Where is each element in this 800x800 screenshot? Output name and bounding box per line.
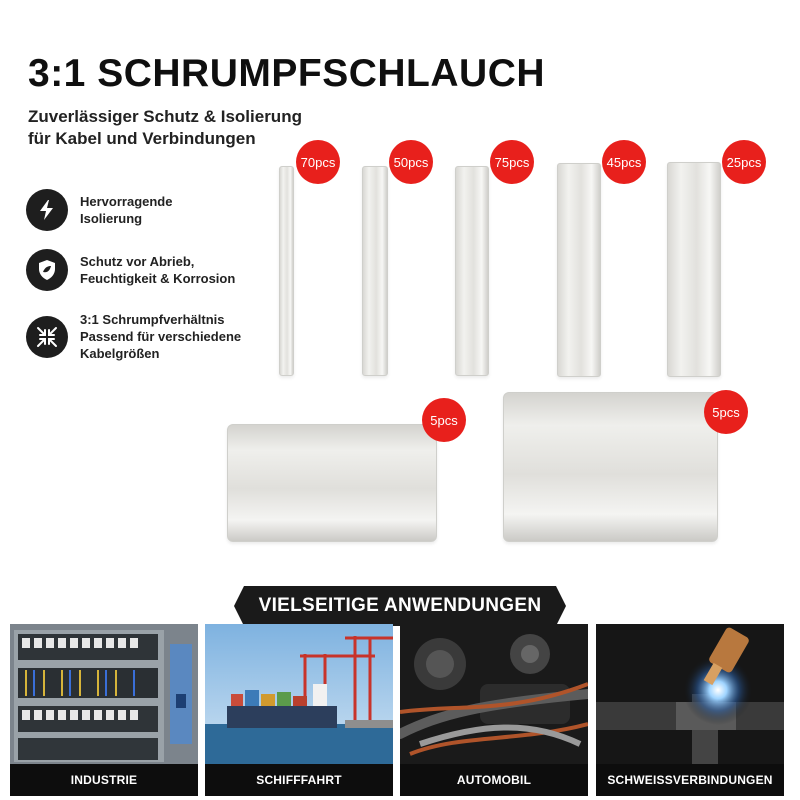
feature-text-line: Passend für verschiedene xyxy=(80,329,242,344)
tube-75pcs xyxy=(455,166,489,376)
feature-text-line: Hervorragende xyxy=(80,194,173,209)
application-label: AUTOMOBIL xyxy=(400,764,588,796)
shipping-image xyxy=(205,624,393,766)
application-welding xyxy=(596,624,784,796)
tube-5pcs-medium xyxy=(227,424,437,542)
count-badge: 5pcs xyxy=(704,390,748,434)
application-shipping xyxy=(205,624,393,796)
feature-insulation xyxy=(26,189,270,231)
application-label: SCHWEISSVERBINDUNGEN xyxy=(596,764,784,796)
tube-70pcs xyxy=(279,166,294,376)
tube-45pcs xyxy=(557,163,601,377)
application-industry xyxy=(10,624,198,796)
automotive-image xyxy=(400,624,588,766)
count-badge: 5pcs xyxy=(422,398,466,442)
feature-protection xyxy=(26,249,270,291)
feature-text-line: Feuchtigkeit & Korrosion xyxy=(80,271,236,286)
tube-50pcs xyxy=(362,166,388,376)
count-badge: 50pcs xyxy=(389,140,433,184)
application-label: INDUSTRIE xyxy=(10,764,198,796)
feature-shrink-ratio xyxy=(26,311,270,362)
feature-text-line: 3:1 Schrumpfverhältnis xyxy=(80,312,225,327)
feature-text-line: Kabelgrößen xyxy=(80,346,160,361)
subtitle-line-1: Zuverlässiger Schutz & Isolierung xyxy=(28,107,302,126)
shrink-arrows-icon xyxy=(26,316,68,358)
feature-text-line: Schutz vor Abrieb, xyxy=(80,254,195,269)
page-title: 3:1 SCHRUMPFSCHLAUCH xyxy=(28,52,546,95)
applications-banner: VIELSEITIGE ANWENDUNGEN xyxy=(244,586,556,626)
count-badge: 25pcs xyxy=(722,140,766,184)
industry-image xyxy=(10,624,198,766)
page-subtitle xyxy=(28,106,328,150)
count-badge: 75pcs xyxy=(490,140,534,184)
lightning-icon xyxy=(26,189,68,231)
tube-25pcs xyxy=(667,162,721,377)
application-automotive xyxy=(400,624,588,796)
subtitle-line-2: für Kabel und Verbindungen xyxy=(28,129,256,148)
tube-5pcs-large xyxy=(503,392,718,542)
shield-icon xyxy=(26,249,68,291)
count-badge: 70pcs xyxy=(296,140,340,184)
application-label: SCHIFFFAHRT xyxy=(205,764,393,796)
feature-text-line: Isolierung xyxy=(80,211,143,226)
count-badge: 45pcs xyxy=(602,140,646,184)
welding-image xyxy=(596,624,784,766)
